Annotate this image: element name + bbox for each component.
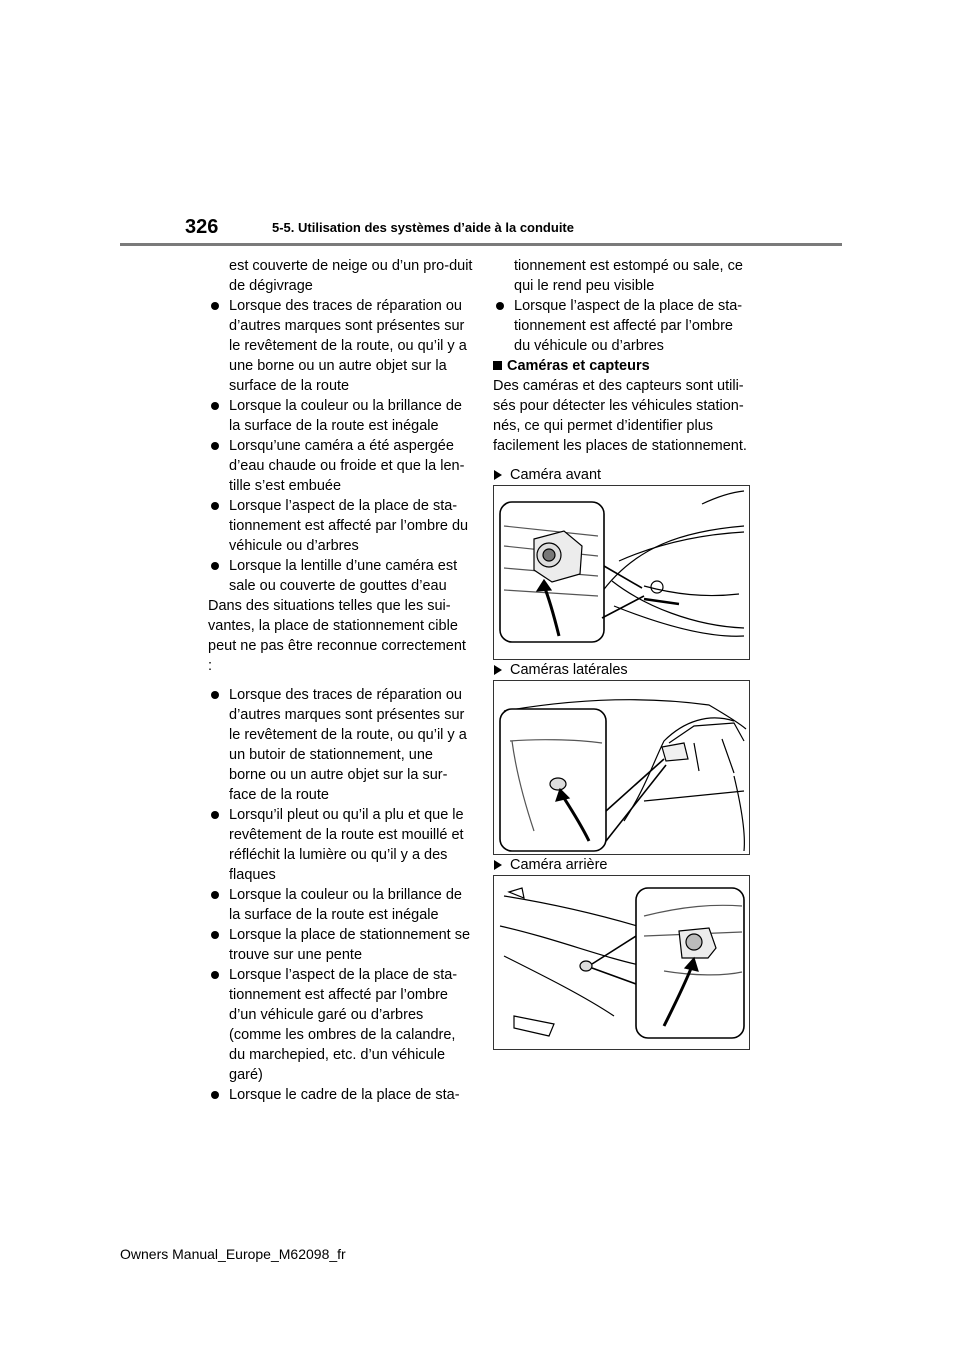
footer-label: Owners Manual_Europe_M62098_fr	[120, 1246, 346, 1262]
list-item: Lorsqu’il pleut ou qu’il a plu et que le revêtement de la route est mouillé et réfléchit la lumière ou qu’il y a des flaques	[208, 805, 473, 885]
right-column	[493, 256, 751, 1050]
list-item: Lorsque l’aspect de la place de sta-tionnement est affecté par l’ombre d’un véhicule garé ou d’arbres (comme les ombres de la calandre, du marchepied, etc. d’un véhicule garé)	[208, 965, 473, 1085]
side-camera-illustration	[493, 680, 750, 855]
header-divider	[120, 243, 842, 246]
subheading: Caméras et capteurs	[493, 356, 751, 376]
list-item: Lorsque la couleur ou la brillance de la surface de la route est inégale	[208, 396, 473, 436]
list-item: Lorsque des traces de réparation ou d’autres marques sont présentes sur le revêtement de la route, ou qu’il y a une borne ou un autre objet sur la surface de la route	[208, 296, 473, 396]
rear-camera-illustration	[493, 875, 750, 1050]
camera-label-side: Caméras latérales	[493, 660, 751, 680]
body-paragraph: Dans des situations telles que les sui-vantes, la place de stationnement cible peut ne pas être reconnue correctement :	[208, 598, 466, 674]
camera-label-rear: Caméra arrière	[493, 855, 751, 875]
camera-label-front: Caméra avant	[493, 465, 751, 485]
front-camera-illustration	[493, 485, 750, 660]
page-number: 326	[185, 216, 219, 238]
list-item: Lorsque l’aspect de la place de sta-tionnement est affecté par l’ombre du véhicule ou d’arbres	[493, 296, 751, 356]
body-paragraph: Des caméras et des capteurs sont utili-sés pour détecter les véhicules station-nés, ce qui permet d’identifier plus facilement les places de stationnement.	[493, 378, 747, 454]
list-item: Lorsqu’une caméra a été aspergée d’eau chaude ou froide et que la len-tille s’est embuée	[208, 436, 473, 496]
list-item: Lorsque des traces de réparation ou d’autres marques sont présentes sur le revêtement de la route, ou qu’il y a un butoir de stationnement, une borne ou un autre objet sur la sur-face de la route	[208, 685, 473, 805]
list-item: Lorsque le cadre de la place de sta-	[208, 1085, 473, 1105]
list-item: Lorsque la place de stationnement se trouve sur une pente	[208, 925, 473, 965]
section-title: 5-5. Utilisation des systèmes d’aide à la conduite	[272, 220, 574, 235]
list-item: Lorsque l’aspect de la place de sta-tionnement est affecté par l’ombre du véhicule ou d’arbres	[208, 496, 473, 556]
continuation-text: tionnement est estompé ou sale, ce qui le rend peu visible	[514, 258, 743, 294]
left-column	[208, 256, 473, 1105]
list-item: Lorsque la couleur ou la brillance de la surface de la route est inégale	[208, 885, 473, 925]
list-item: Lorsque la lentille d’une caméra est sale ou couverte de gouttes d’eau	[208, 556, 473, 596]
continuation-text: est couverte de neige ou d’un pro-duit de dégivrage	[229, 258, 473, 294]
